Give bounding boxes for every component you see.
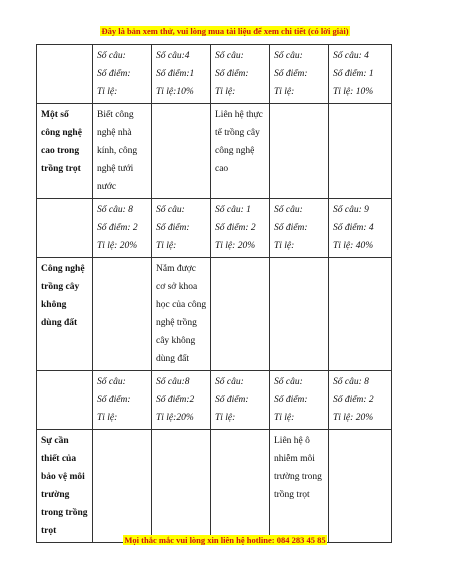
topic-row — [37, 258, 392, 371]
score-value: Số điểm: 4 — [333, 223, 374, 233]
stats-cell — [270, 199, 329, 258]
stats-row — [37, 371, 392, 430]
stats-cell — [211, 371, 270, 430]
stats-cell — [152, 45, 211, 104]
percent-value: Tỉ lệ: 10% — [333, 87, 374, 97]
percent-value: Tỉ lệ: — [97, 413, 118, 423]
topic-row — [37, 104, 392, 199]
question-count: Số câu: — [97, 377, 126, 387]
question-count: Số câu: — [274, 205, 303, 215]
stats-cell — [270, 45, 329, 104]
question-count: Số câu: — [97, 51, 126, 61]
stats-row — [37, 45, 392, 104]
question-count: Số câu: 8 — [333, 377, 369, 387]
topic-objective-cell — [270, 430, 329, 543]
question-count: Số câu: 9 — [333, 205, 369, 215]
stats-cell — [329, 199, 392, 258]
score-value: Số điểm: — [274, 395, 308, 405]
topic-objective-cell — [93, 258, 152, 371]
percent-value: Tỉ lệ: — [156, 241, 177, 251]
topic-objective-cell — [329, 430, 392, 543]
percent-value: Tỉ lệ: — [274, 241, 295, 251]
stats-cell — [93, 199, 152, 258]
percent-value: Tỉ lệ: — [274, 413, 295, 423]
stats-cell — [152, 199, 211, 258]
objective-text: Nắm được cơ sở khoa học của công nghệ trồng cây không dùng đất — [156, 264, 207, 364]
topic-objective-cell — [270, 104, 329, 199]
question-count: Số câu: — [274, 51, 303, 61]
preview-notice-banner — [0, 25, 450, 37]
topic-objective-cell — [93, 430, 152, 543]
stats-cell — [329, 371, 392, 430]
score-value: Số điểm:2 — [156, 395, 195, 405]
score-value: Số điểm: — [97, 69, 131, 79]
topic-objective-cell — [270, 258, 329, 371]
preview-notice-text: Đây là bản xem thử, vui lòng mua tài liệu để xem chi tiết (có lời giải) — [101, 26, 349, 36]
topic-objective-cell — [152, 104, 211, 199]
question-count: Số câu: — [215, 51, 244, 61]
row-heading-cell — [37, 371, 93, 430]
score-value: Số điểm: 2 — [333, 395, 374, 405]
question-count: Số câu: 1 — [215, 205, 251, 215]
question-count: Số câu: — [156, 205, 185, 215]
stats-cell — [329, 45, 392, 104]
question-count: Số câu: — [215, 377, 244, 387]
stats-row — [37, 199, 392, 258]
topic-objective-cell — [329, 104, 392, 199]
objective-text: Liên hệ ô nhiễm môi trường trong trồng trọt — [274, 436, 322, 500]
percent-value: Tỉ lệ: — [274, 87, 295, 97]
topic-row — [37, 430, 392, 543]
score-value: Số điểm: — [156, 223, 190, 233]
percent-value: Tỉ lệ: 20% — [97, 241, 138, 251]
score-value: Số điểm: — [215, 69, 249, 79]
topic-objective-cell — [152, 258, 211, 371]
question-count: Số câu: 4 — [333, 51, 369, 61]
percent-value: Tỉ lệ: — [215, 87, 236, 97]
objective-text: Liên hệ thực tế trồng cây công nghệ cao — [215, 110, 263, 174]
topic-objective-cell — [152, 430, 211, 543]
stats-cell — [211, 45, 270, 104]
hotline-text: Mọi thắc mắc vui lòng xin liên hệ hotline: 084 283 45 85 — [124, 535, 326, 545]
question-count: Số câu: — [274, 377, 303, 387]
row-heading-cell — [37, 45, 93, 104]
score-value: Số điểm: 2 — [215, 223, 256, 233]
percent-value: Tỉ lệ: — [97, 87, 118, 97]
percent-value: Tỉ lệ:20% — [156, 413, 194, 423]
objective-text: Biết công nghệ nhà kính, công nghệ tưới nước — [97, 110, 138, 192]
topic-objective-cell — [211, 430, 270, 543]
score-value: Số điểm: 1 — [333, 69, 374, 79]
topic-objective-cell — [329, 258, 392, 371]
stats-cell — [270, 371, 329, 430]
row-heading-cell — [37, 258, 93, 371]
percent-value: Tỉ lệ: 20% — [215, 241, 256, 251]
row-heading-cell — [37, 104, 93, 199]
topic-heading: Một số công nghệ cao trong trồng trọt — [41, 110, 82, 174]
score-value: Số điểm: — [274, 223, 308, 233]
exam-matrix-table — [36, 44, 392, 543]
stats-cell — [93, 45, 152, 104]
question-count: Số câu: 8 — [97, 205, 133, 215]
topic-objective-cell — [211, 258, 270, 371]
stats-cell — [211, 199, 270, 258]
topic-heading: Công nghệ trồng cây không dùng đất — [41, 264, 85, 328]
score-value: Số điểm: — [215, 395, 249, 405]
percent-value: Tỉ lệ: 20% — [333, 413, 374, 423]
score-value: Số điểm:1 — [156, 69, 195, 79]
topic-heading: Sự cần thiết của bảo vệ môi trường trong trồng trọt — [41, 436, 88, 536]
stats-cell — [93, 371, 152, 430]
percent-value: Tỉ lệ: 40% — [333, 241, 374, 251]
topic-objective-cell — [93, 104, 152, 199]
score-value: Số điểm: 2 — [97, 223, 138, 233]
topic-objective-cell — [211, 104, 270, 199]
percent-value: Tỉ lệ:10% — [156, 87, 194, 97]
question-count: Số câu:8 — [156, 377, 190, 387]
score-value: Số điểm: — [274, 69, 308, 79]
stats-cell — [152, 371, 211, 430]
row-heading-cell — [37, 199, 93, 258]
question-count: Số câu:4 — [156, 51, 190, 61]
row-heading-cell — [37, 430, 93, 543]
score-value: Số điểm: — [97, 395, 131, 405]
percent-value: Tỉ lệ: — [215, 413, 236, 423]
hotline-banner — [0, 534, 450, 546]
